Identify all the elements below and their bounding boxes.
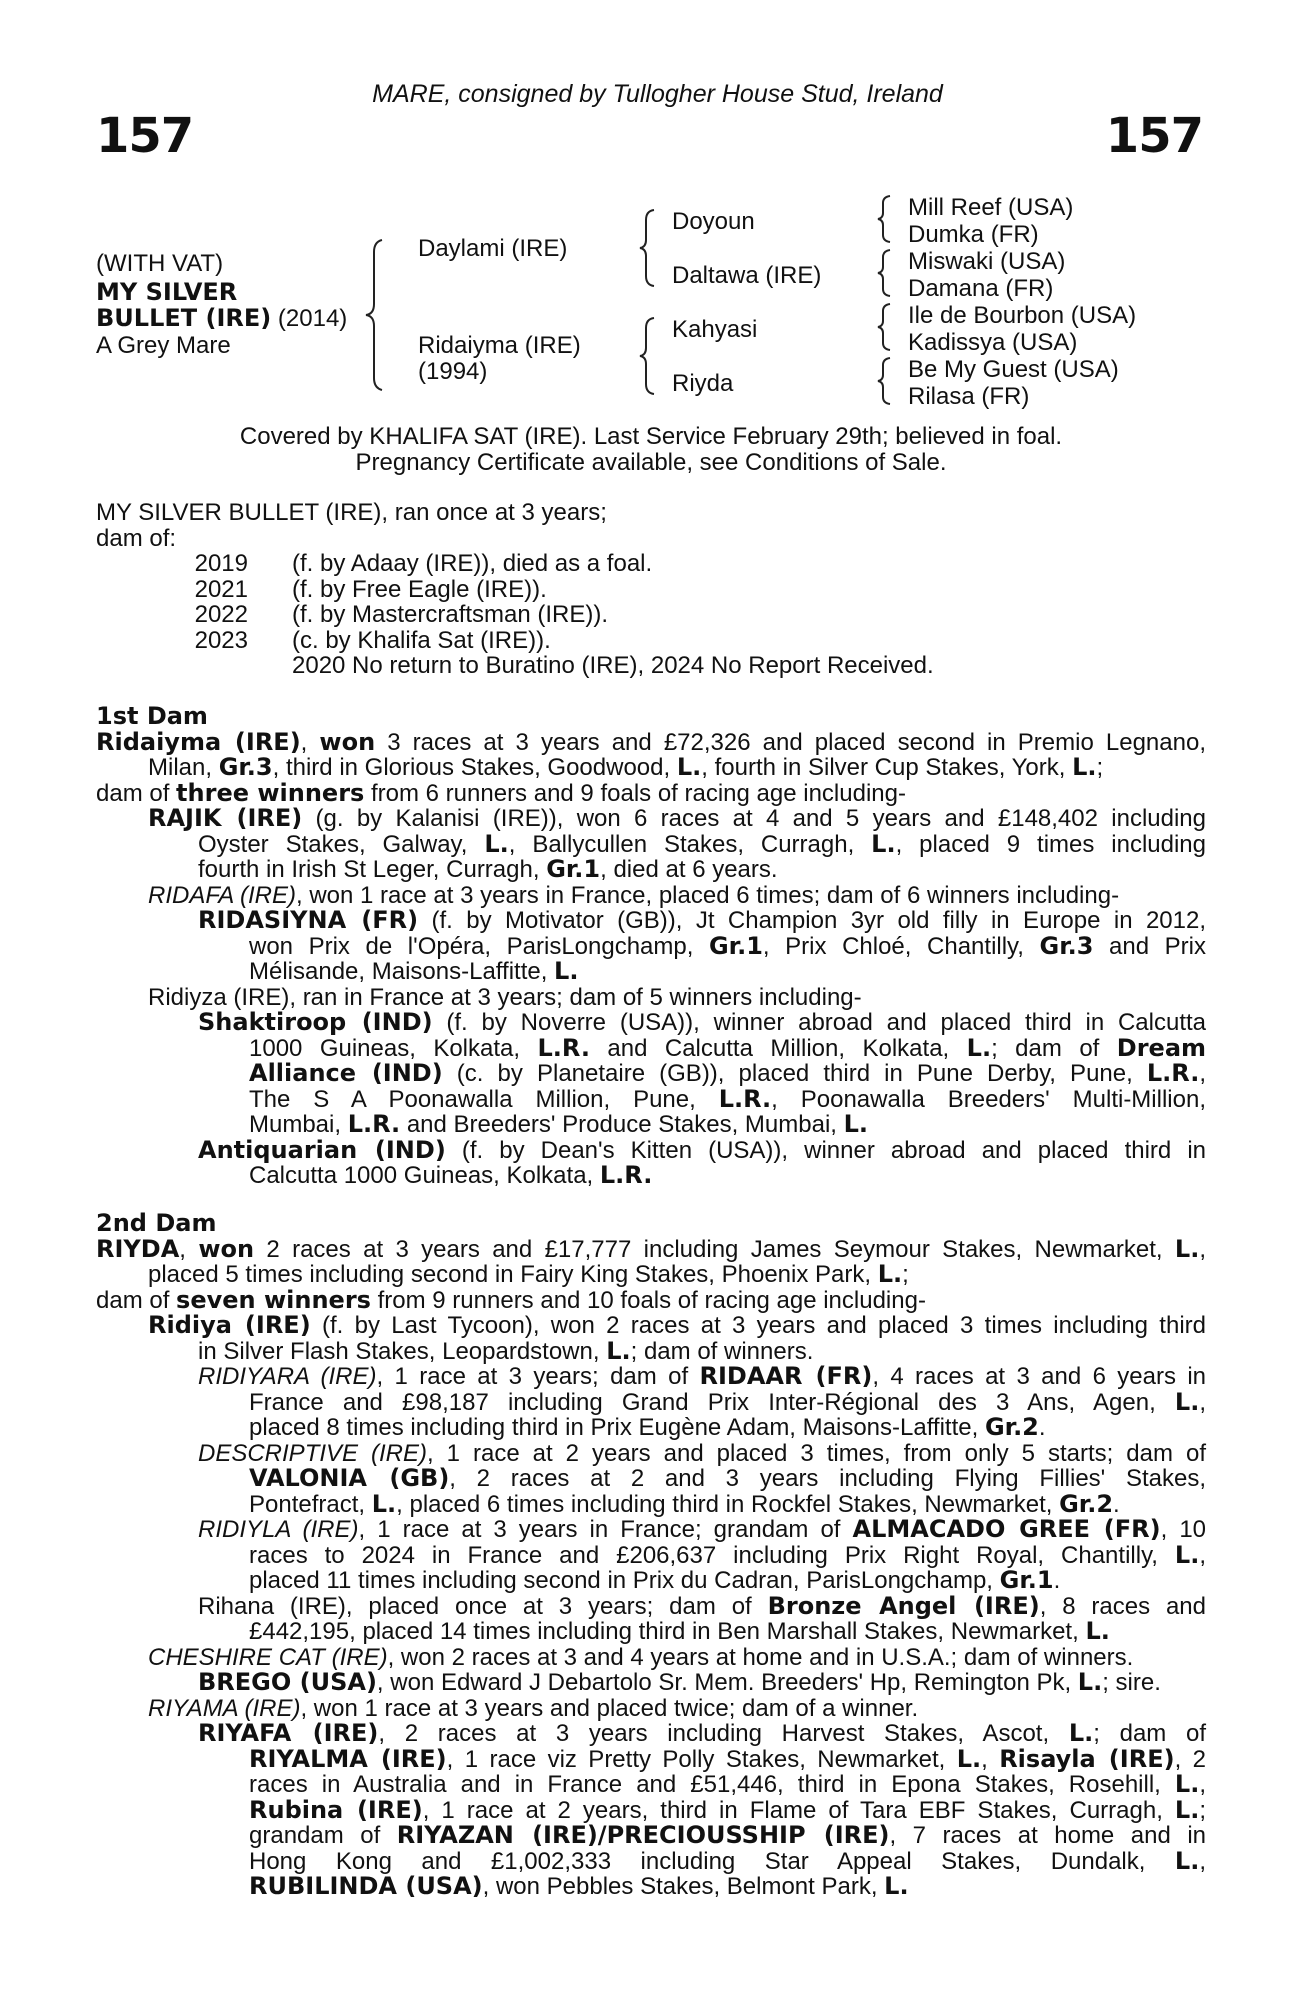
second-dam-line: Rihana (IRE), placed once at 3 years; dam of Bronze Angel (IRE), 8 races and (198, 1591, 1207, 1620)
second-dam-line: VALONIA (GB), 2 races at 2 and 3 years including Flying Fillies' Stakes, (249, 1464, 1206, 1492)
first-dam-line: Milan, Gr.3, third in Glorious Stakes, Goodwood, L., fourth in Silver Cup Stakes, York, L.; (148, 753, 1104, 781)
dam-dam: Riyda (672, 370, 734, 397)
second-dam-line: CHESHIRE CAT (IRE), won 2 races at 3 and 4 years at home and in U.S.A.; dam of winners. (148, 1643, 1134, 1671)
second-dam-line: RIDIYARA (IRE), 1 race at 3 years; dam of RIDAAR (FR), 4 races at 3 and 6 years in (198, 1362, 1206, 1390)
second-dam-line: Ridiya (IRE) (f. by Last Tycoon), won 2 races at 3 years and placed 3 times including third (148, 1311, 1206, 1339)
sire-sire: Doyoun (672, 208, 755, 235)
gen4-item: Be My Guest (USA) (908, 356, 1119, 383)
dam-brace (636, 316, 660, 396)
second-dam-line: Rubina (IRE), 1 race at 2 years, third in Flame of Tara EBF Stakes, Curragh, L.; (249, 1795, 1206, 1824)
gen4-brace-4 (874, 356, 894, 406)
first-dam-line: dam of three winners from 6 runners and 9 foals of racing age including- (96, 778, 906, 807)
first-dam-line: fourth in Irish St Leger, Curragh, Gr.1, died at 6 years. (198, 855, 778, 883)
first-dam-line: Antiquarian (IND) (f. by Dean's Kitten (USA)), winner abroad and placed third in (198, 1135, 1206, 1164)
gen4-item: Dumka (FR) (908, 221, 1039, 248)
first-dam-line: RIDASIYNA (FR) (f. by Motivator (GB)), Jt Champion 3yr old filly in Europe in 2012, (198, 906, 1207, 934)
covered-note (96, 424, 1206, 475)
gen4-item: Ile de Bourbon (USA) (908, 302, 1137, 329)
horse-name-line2: BULLET (IRE) (2014) (96, 304, 348, 332)
second-dam-line: placed 11 times including second in Prix du Cadran, ParisLongchamp, Gr.1. (249, 1566, 1061, 1594)
sire: Daylami (IRE) (418, 235, 568, 262)
second-dam-line: races to 2024 in France and £206,637 including Prix Right Royal, Chantilly, L., (249, 1540, 1206, 1569)
first-dam-line: Ridaiyma (IRE), won 3 races at 3 years and £72,326 and placed second in Premio Legnano, (96, 727, 1206, 756)
produce-item: 2022 (f. by Mastercraftsman (IRE)). (194, 601, 609, 628)
produce-note: 2020 No return to Buratino (IRE), 2024 No Report Received. (292, 652, 934, 679)
produce-dam-of: dam of: (96, 524, 177, 552)
first-dam-line: won Prix de l'Opéra, ParisLongchamp, Gr.1, Prix Chloé, Chantilly, Gr.3 and Prix (249, 931, 1206, 960)
second-dam-line: DESCRIPTIVE (IRE), 1 race at 2 years and placed 3 times, from only 5 starts; dam of (198, 1439, 1206, 1467)
horse-name-line1: MY SILVER (96, 278, 238, 306)
second-dam-line: in Silver Flash Stakes, Leopardstown, L.; dam of winners. (198, 1336, 814, 1365)
second-dam-line: RIYDA, won 2 races at 3 years and £17,777 including James Seymour Stakes, Newmarket, L., (96, 1234, 1206, 1263)
consignor-line: MARE, consigned by Tullogher House Stud, Ireland (372, 80, 943, 108)
second-dam-line: RIYAFA (IRE), 2 races at 3 years including Harvest Stakes, Ascot, L.; dam of (198, 1719, 1206, 1747)
gen4-item: Mill Reef (USA) (908, 194, 1074, 221)
gen4-brace-1 (874, 194, 894, 244)
first-dam-line: Mélisande, Maisons-Laffitte, L. (249, 957, 579, 985)
second-dam-line: placed 5 times including second in Fairy King Stakes, Phoenix Park, L.; (148, 1260, 909, 1288)
first-dam-line: Mumbai, L.R. and Breeders' Produce Stakes, Mumbai, L. (249, 1110, 869, 1138)
second-dam-line: races in Australia and in France and £51,446, third in Epona Stakes, Rosehill, L., (249, 1770, 1206, 1798)
lot-number-right: 157 (1105, 108, 1203, 164)
produce-item: 2021 (f. by Free Eagle (IRE)). (194, 575, 547, 603)
second-dam-line: RUBILINDA (USA), won Pebbles Stakes, Belmont Park, L. (249, 1872, 909, 1900)
second-dam-line: BREGO (USA), won Edward J Debartolo Sr. Mem. Breeders' Hp, Remington Pk, L.; sire. (198, 1668, 1161, 1696)
second-dam-line: France and £98,187 including Grand Prix Inter-Régional des 3 Ans, Agen, L., (249, 1387, 1206, 1416)
second-dam-line: RIYAMA (IRE), won 1 race at 3 years and placed twice; dam of a winner. (148, 1694, 919, 1722)
second-dam-line: Hong Kong and £1,002,333 including Star Appeal Stakes, Dundalk, L., (249, 1846, 1206, 1875)
second-dam-line: grandam of RIYAZAN (IRE)/PRECIOUSSHIP (IRE), 7 races at home and in (249, 1821, 1207, 1849)
gen4-brace-2 (874, 248, 894, 298)
second-dam-line: £442,195, placed 14 times including third in Ben Marshall Stakes, Newmarket, L. (249, 1617, 1110, 1645)
first-dam-line: Ridiyza (IRE), ran in France at 3 years; dam of 5 winners including- (148, 983, 862, 1011)
first-dam-line: 1000 Guineas, Kolkata, L.R. and Calcutta Million, Kolkata, L.; dam of Dream (249, 1033, 1207, 1062)
dam-line1: Ridaiyma (IRE) (418, 332, 581, 359)
second-dam-heading: 2nd Dam (96, 1209, 217, 1237)
covered-line2: Pregnancy Certificate available, see Conditions of Sale. (355, 448, 947, 476)
second-dam-line: RIYALMA (IRE), 1 race viz Pretty Polly Stakes, Newmarket, L., Risayla (IRE), 2 (249, 1744, 1206, 1773)
main-brace (360, 238, 390, 392)
second-dam-line: dam of seven winners from 9 runners and 10 foals of racing age including- (96, 1285, 926, 1314)
lot-number-left: 157 (96, 108, 194, 164)
second-dam-line: placed 8 times including third in Prix Eugène Adam, Maisons-Laffitte, Gr.2. (249, 1413, 1046, 1441)
first-dam-section (96, 704, 1206, 1189)
first-dam-line: RIDAFA (IRE), won 1 race at 3 years in France, placed 6 times; dam of 6 winners including- (148, 881, 1120, 909)
horse-description: A Grey Mare (96, 332, 231, 359)
first-dam-line: Alliance (IND) (c. by Planetaire (GB)), placed third in Pune Derby, Pune, L.R., (249, 1059, 1206, 1087)
gen4-item: Rilasa (FR) (908, 383, 1030, 410)
produce-intro: MY SILVER BULLET (IRE), ran once at 3 years; (96, 499, 607, 526)
second-dam-line: RIDIYLA (IRE), 1 race at 3 years in France; grandam of ALMACADO GREE (FR), 10 (198, 1515, 1207, 1543)
dam-line2: (1994) (418, 358, 488, 385)
first-dam-line: The S A Poonawalla Million, Pune, L.R., Poonawalla Breeders' Multi-Million, (249, 1084, 1206, 1113)
second-dam-line: Pontefract, L., placed 6 times including third in Rockfel Stakes, Newmarket, Gr.2. (249, 1489, 1120, 1518)
gen4-brace-3 (874, 302, 894, 352)
covered-line1: Covered by KHALIFA SAT (IRE). Last Service February 29th; believed in foal. (239, 423, 1063, 450)
first-dam-line: Shaktiroop (IND) (f. by Noverre (USA)), winner abroad and placed third in Calcutta (198, 1008, 1207, 1036)
first-dam-line: Oyster Stakes, Galway, L., Ballycullen Stakes, Curragh, L., placed 9 times including (198, 829, 1207, 858)
first-dam-line: Calcutta 1000 Guineas, Kolkata, L.R. (249, 1161, 653, 1189)
first-dam-line: RAJIK (IRE) (g. by Kalanisi (IRE)), won 6 races at 4 and 5 years and £148,402 including (148, 804, 1206, 832)
vat-label: (WITH VAT) (96, 250, 224, 277)
produce-item: 2019 (f. by Adaay (IRE)), died as a foal. (194, 550, 653, 577)
second-dam-section (96, 1211, 1206, 1900)
gen4-item: Kadissya (USA) (908, 329, 1078, 356)
sire-dam: Daltawa (IRE) (672, 262, 822, 289)
first-dam-heading: 1st Dam (96, 702, 208, 730)
gen4-item: Miswaki (USA) (908, 248, 1066, 275)
sire-brace (636, 208, 660, 288)
gen4-item: Damana (FR) (908, 275, 1054, 302)
dam-sire: Kahyasi (672, 316, 758, 343)
produce-item: 2023 (c. by Khalifa Sat (IRE)). (194, 626, 551, 654)
produce-record (96, 500, 1206, 679)
